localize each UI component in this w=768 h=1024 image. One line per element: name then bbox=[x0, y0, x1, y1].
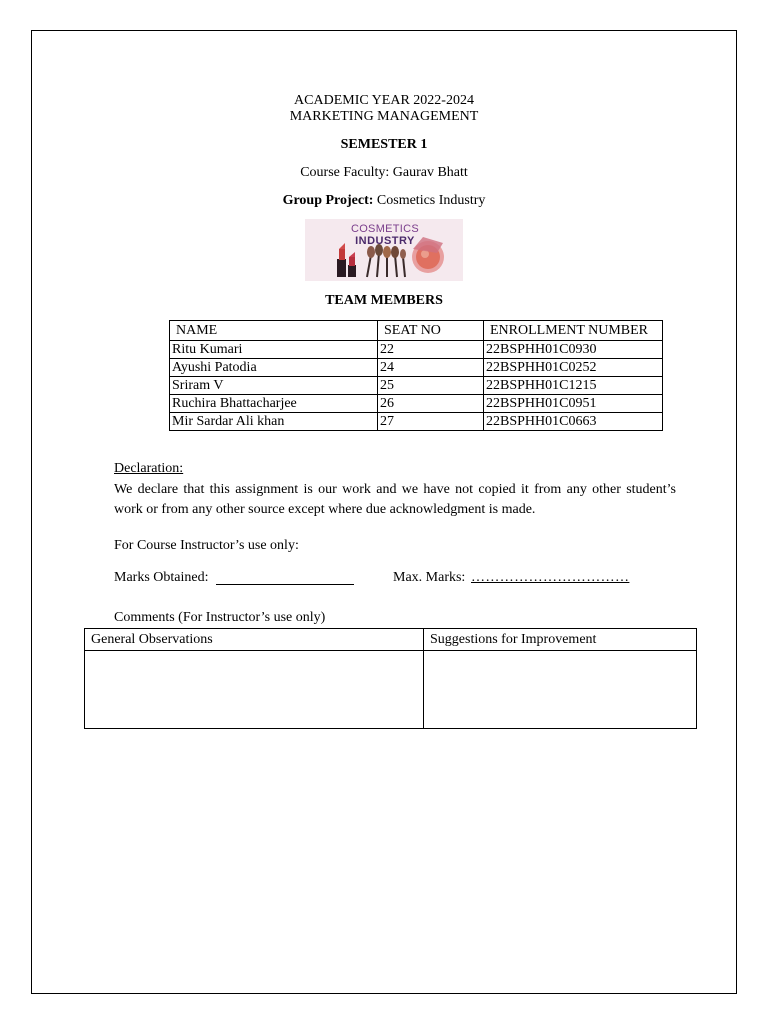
member-enrollment: 22BSPHH01C0663 bbox=[484, 413, 663, 431]
max-marks-label: Max. Marks: bbox=[393, 570, 466, 585]
group-project-label: Group Project: bbox=[282, 193, 374, 208]
instructor-use-label: For Course Instructor’s use only: bbox=[114, 538, 299, 553]
logo-text bbox=[345, 223, 425, 247]
logo-line2: INDUSTRY bbox=[355, 235, 415, 247]
column-header-name: NAME bbox=[170, 321, 378, 341]
member-seat: 26 bbox=[378, 395, 484, 413]
comments-table bbox=[84, 628, 697, 729]
table-row bbox=[170, 413, 663, 431]
table-row bbox=[170, 377, 663, 395]
general-observations-cell bbox=[85, 651, 424, 729]
table-row bbox=[170, 341, 663, 359]
member-name: Sriram V bbox=[170, 377, 378, 395]
comments-label: Comments (For Instructor’s use only) bbox=[114, 610, 326, 625]
logo-line1: COSMETICS bbox=[350, 223, 420, 235]
member-seat: 22 bbox=[378, 341, 484, 359]
member-enrollment: 22BSPHH01C0951 bbox=[484, 395, 663, 413]
column-header-enrollment: ENROLLMENT NUMBER bbox=[484, 321, 663, 341]
member-seat: 25 bbox=[378, 377, 484, 395]
comments-table-row bbox=[85, 651, 697, 729]
academic-year: ACADEMIC YEAR 2022-2024 bbox=[294, 93, 474, 108]
group-project bbox=[0, 193, 768, 209]
member-enrollment: 22BSPHH01C0252 bbox=[484, 359, 663, 377]
member-name: Ayushi Patodia bbox=[170, 359, 378, 377]
marks-obtained-blank bbox=[216, 584, 354, 585]
course-faculty: Course Faculty: Gaurav Bhatt bbox=[300, 165, 468, 180]
marks-obtained-label: Marks Obtained: bbox=[114, 570, 209, 585]
member-seat: 27 bbox=[378, 413, 484, 431]
member-enrollment: 22BSPHH01C0930 bbox=[484, 341, 663, 359]
team-table bbox=[169, 320, 663, 431]
subject-title: MARKETING MANAGEMENT bbox=[289, 109, 479, 124]
column-header-general-observations: General Observations bbox=[85, 629, 424, 651]
column-header-seat: SEAT NO bbox=[378, 321, 484, 341]
cosmetics-logo bbox=[305, 219, 463, 281]
member-enrollment: 22BSPHH01C1215 bbox=[484, 377, 663, 395]
member-name: Mir Sardar Ali khan bbox=[170, 413, 378, 431]
semester-label: SEMESTER 1 bbox=[340, 137, 428, 152]
comments-table-header bbox=[85, 629, 697, 651]
group-project-value: Cosmetics Industry bbox=[376, 193, 486, 208]
table-row bbox=[170, 359, 663, 377]
team-members-title: TEAM MEMBERS bbox=[325, 293, 443, 308]
declaration-title: Declaration: bbox=[114, 461, 184, 476]
max-marks-blank: …………………………… bbox=[471, 570, 630, 585]
table-row bbox=[170, 395, 663, 413]
member-name: Ritu Kumari bbox=[170, 341, 378, 359]
declaration-body: We declare that this assignment is our work and we have not copied it from any other student’s work or from any other source except where due acknowledgment is made. bbox=[114, 482, 676, 517]
suggestions-cell bbox=[424, 651, 697, 729]
member-name: Ruchira Bhattacharjee bbox=[170, 395, 378, 413]
column-header-suggestions: Suggestions for Improvement bbox=[424, 629, 697, 651]
member-seat: 24 bbox=[378, 359, 484, 377]
team-table-header bbox=[170, 321, 663, 341]
